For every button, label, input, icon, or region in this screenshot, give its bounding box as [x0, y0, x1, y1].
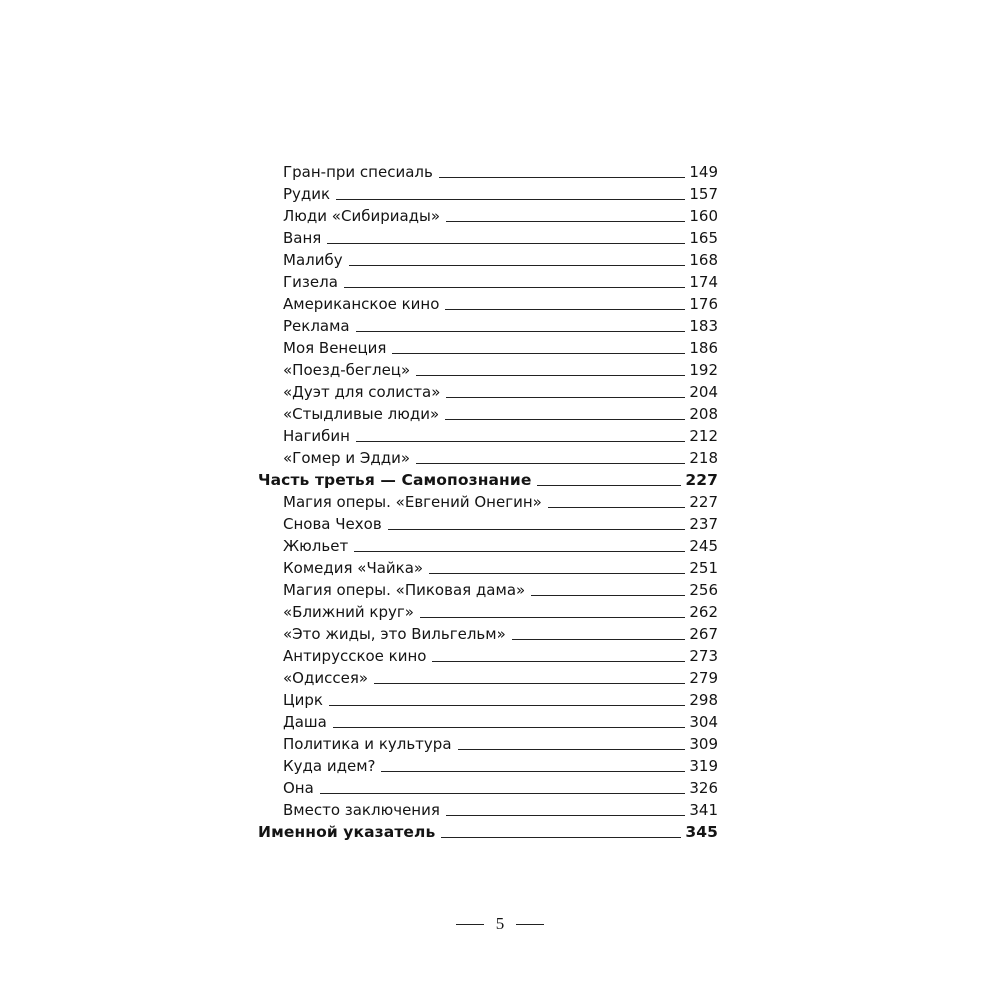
toc-entry-title: Куда идем?: [283, 757, 376, 775]
toc-leader-line: [416, 375, 685, 376]
toc-leader-line: [336, 199, 685, 200]
toc-leader-line: [356, 441, 685, 442]
toc-entry-page: 157: [689, 185, 718, 203]
toc-entry: [258, 491, 718, 513]
toc-entry-page: 273: [689, 647, 718, 665]
toc-leader-line: [429, 573, 685, 574]
footer-dash-right: [516, 924, 544, 925]
toc-entry-page: 326: [689, 779, 718, 797]
toc-entry: [258, 315, 718, 337]
page-number: 5: [495, 914, 505, 933]
toc-entry-page: 341: [689, 801, 718, 819]
toc-leader-line: [327, 243, 685, 244]
toc-entry: [258, 557, 718, 579]
toc-entry-title: Ваня: [283, 229, 322, 247]
toc-entry-page: 279: [689, 669, 718, 687]
toc-entry: [258, 601, 718, 623]
toc-entry-page: 204: [689, 383, 718, 401]
toc-entry: [258, 535, 718, 557]
toc-entry-title: Реклама: [283, 317, 350, 335]
toc-entry-title: «Одиссея»: [283, 669, 369, 687]
toc-entry-title: Нагибин: [283, 427, 350, 445]
toc-leader-line: [445, 419, 685, 420]
toc-entry-title: «Гомер и Эдди»: [283, 449, 410, 467]
toc-leader-line: [531, 595, 685, 596]
toc-entry-page: 304: [689, 713, 718, 731]
toc-entry-page: 174: [689, 273, 718, 291]
toc-leader-line: [329, 705, 685, 706]
page-footer: [0, 914, 1000, 934]
toc-part-entry: [258, 469, 718, 491]
toc-entry: [258, 249, 718, 271]
toc-entry: [258, 183, 718, 205]
toc-entry-page: 149: [689, 163, 718, 181]
toc-leader-line: [356, 331, 686, 332]
toc-entry-page: 218: [689, 449, 718, 467]
toc-entry-title: Часть третья — Самопознание: [258, 471, 532, 489]
toc-entry-page: 165: [689, 229, 718, 247]
toc-entry-page: 245: [689, 537, 718, 555]
toc-entry: [258, 425, 718, 447]
toc-entry-title: Вместо заключения: [283, 801, 440, 819]
toc-leader-line: [349, 265, 686, 266]
toc-entry: [258, 755, 718, 777]
toc-entry-title: Малибу: [283, 251, 343, 269]
toc-entry-page: 212: [689, 427, 718, 445]
toc-entry: [258, 623, 718, 645]
toc-entry: [258, 337, 718, 359]
toc-entry-title: Люди «Сибириады»: [283, 207, 441, 225]
toc-entry: [258, 205, 718, 227]
toc-leader-line: [374, 683, 685, 684]
toc-entry: [258, 667, 718, 689]
toc-entry-title: «Поезд-беглец»: [283, 361, 411, 379]
toc-entry-page: 227: [685, 471, 718, 489]
toc-entry: [258, 645, 718, 667]
toc-entry-title: Цирк: [283, 691, 323, 709]
toc-entry-page: 345: [685, 823, 718, 841]
toc-entry-title: «Стыдливые люди»: [283, 405, 440, 423]
toc-entry-title: Даша: [283, 713, 327, 731]
toc-leader-line: [392, 353, 685, 354]
toc-leader-line: [548, 507, 686, 508]
toc-entry-title: Комедия «Чайка»: [283, 559, 424, 577]
toc-entry-page: 319: [689, 757, 718, 775]
toc-leader-line: [439, 177, 686, 178]
toc-entry-title: Гизела: [283, 273, 338, 291]
toc-leader-line: [432, 661, 685, 662]
toc-entry-title: Антирусское кино: [283, 647, 427, 665]
toc-entry-title: Гран-при спесиаль: [283, 163, 433, 181]
toc-leader-line: [381, 771, 685, 772]
toc-entry-page: 237: [689, 515, 718, 533]
toc-entry-page: 186: [689, 339, 718, 357]
toc-entry-page: 160: [689, 207, 718, 225]
toc-entry: [258, 227, 718, 249]
toc-entry: [258, 161, 718, 183]
table-of-contents: [258, 161, 718, 843]
toc-entry-title: Моя Венеция: [283, 339, 387, 357]
toc-entry-title: Политика и культура: [283, 735, 452, 753]
toc-entry-page: 298: [689, 691, 718, 709]
toc-entry-title: Магия оперы. «Пиковая дама»: [283, 581, 526, 599]
toc-entry: [258, 689, 718, 711]
toc-entry-title: Она: [283, 779, 314, 797]
toc-entry-page: 256: [689, 581, 718, 599]
toc-entry: [258, 271, 718, 293]
toc-entry-page: 267: [689, 625, 718, 643]
toc-leader-line: [512, 639, 686, 640]
toc-entry-page: 309: [689, 735, 718, 753]
toc-leader-line: [333, 727, 686, 728]
toc-leader-line: [537, 485, 681, 486]
toc-entry: [258, 579, 718, 601]
toc-entry-title: Именной указатель: [258, 823, 436, 841]
toc-leader-line: [441, 837, 681, 838]
toc-leader-line: [388, 529, 686, 530]
footer-dash-left: [456, 924, 484, 925]
toc-leader-line: [416, 463, 685, 464]
toc-entry-title: Снова Чехов: [283, 515, 382, 533]
toc-entry-page: 251: [689, 559, 718, 577]
toc-entry: [258, 381, 718, 403]
toc-entry: [258, 293, 718, 315]
toc-entry-page: 208: [689, 405, 718, 423]
toc-entry-title: «Ближний круг»: [283, 603, 414, 621]
toc-entry-page: 183: [689, 317, 718, 335]
toc-entry: [258, 711, 718, 733]
toc-entry-title: Рудик: [283, 185, 331, 203]
toc-entry: [258, 513, 718, 535]
toc-entry-page: 168: [689, 251, 718, 269]
toc-entry-page: 262: [689, 603, 718, 621]
toc-entry-title: Магия оперы. «Евгений Онегин»: [283, 493, 542, 511]
toc-entry: [258, 447, 718, 469]
toc-leader-line: [445, 309, 685, 310]
toc-entry: [258, 359, 718, 381]
toc-leader-line: [458, 749, 686, 750]
toc-entry-page: 192: [689, 361, 718, 379]
toc-entry-title: «Дуэт для солиста»: [283, 383, 441, 401]
toc-leader-line: [420, 617, 685, 618]
toc-entry-page: 176: [689, 295, 718, 313]
toc-entry: [258, 733, 718, 755]
toc-leader-line: [320, 793, 686, 794]
toc-entry-title: Жюльет: [283, 537, 349, 555]
toc-leader-line: [446, 815, 685, 816]
toc-leader-line: [446, 221, 685, 222]
toc-entry-page: 227: [689, 493, 718, 511]
toc-entry: [258, 777, 718, 799]
toc-leader-line: [354, 551, 685, 552]
toc-entry-title: Американское кино: [283, 295, 440, 313]
toc-leader-line: [446, 397, 685, 398]
toc-entry: [258, 799, 718, 821]
toc-part-entry: [258, 821, 718, 843]
toc-entry-title: «Это жиды, это Вильгельм»: [283, 625, 506, 643]
toc-entry: [258, 403, 718, 425]
toc-leader-line: [344, 287, 685, 288]
